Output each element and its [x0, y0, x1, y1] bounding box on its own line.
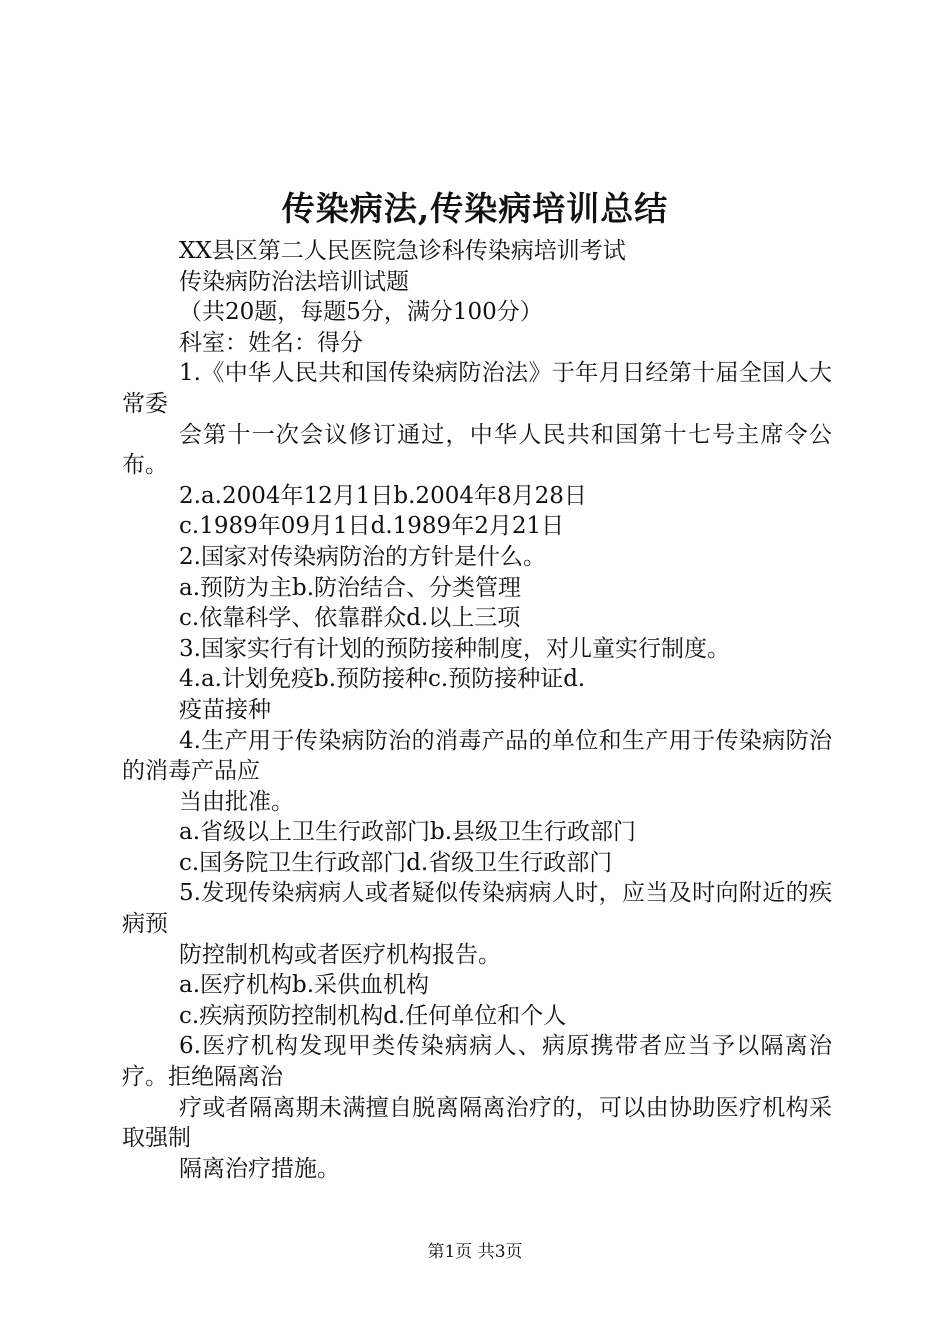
paragraph-3: （共20题，每题5分，满分100分） — [179, 299, 543, 326]
paragraph-18: c.国务院卫生行政部门d.省级卫生行政部门 — [179, 849, 613, 876]
paragraph-21: a.医疗机构b.采供血机构 — [179, 972, 430, 999]
document-title: 传染病法,传染病培训总结 — [281, 189, 669, 228]
document-body — [122, 236, 832, 1184]
page-footer: 第1页 共3页 — [427, 1242, 523, 1262]
paragraph-6: 会第十一次会议修订通过，中华人民共和国第十七号主席令公布。 — [122, 421, 832, 479]
paragraph-2: 传染病防治法培训试题 — [179, 268, 409, 295]
paragraph-9: 2.国家对传染病防治的方针是什么。 — [179, 543, 546, 570]
paragraph-19: 5.发现传染病病人或者疑似传染病病人时，应当及时向附近的疾病预 — [122, 880, 832, 938]
paragraph-7: 2.a.2004年12月1日b.2004年8月28日 — [179, 482, 587, 509]
paragraph-1: XX县区第二人民医院急诊科传染病培训考试 — [179, 238, 626, 264]
paragraph-17: a.省级以上卫生行政部门b.县级卫生行政部门 — [179, 819, 637, 846]
paragraph-12: 3.国家实行有计划的预防接种制度，对儿童实行制度。 — [179, 635, 730, 662]
paragraph-10: a.预防为主b.防治结合、分类管理 — [179, 574, 522, 601]
paragraph-25: 隔离治疗措施。 — [179, 1155, 340, 1182]
paragraph-16: 当由批准。 — [179, 788, 294, 815]
paragraph-11: c.依靠科学、依靠群众d.以上三项 — [179, 605, 521, 632]
paragraph-20: 防控制机构或者医疗机构报告。 — [179, 941, 501, 968]
paragraph-24: 疗或者隔离期未满擅自脱离隔离治疗的，可以由协助医疗机构采取强制 — [122, 1094, 832, 1152]
paragraph-5: 1.《中华人民共和国传染病防治法》于年月日经第十届全国人大常委 — [122, 360, 832, 417]
paragraph-13: 4.a.计划免疫b.预防接种c.预防接种证d. — [179, 666, 586, 693]
paragraph-14: 疫苗接种 — [179, 696, 271, 723]
paragraph-4: 科室：姓名：得分 — [179, 329, 363, 356]
paragraph-15: 4.生产用于传染病防治的消毒产品的单位和生产用于传染病防治的消毒产品应 — [122, 727, 832, 785]
paragraph-23: 6.医疗机构发现甲类传染病病人、病原携带者应当予以隔离治疗。拒绝隔离治 — [122, 1033, 832, 1091]
paragraph-22: c.疾病预防控制机构d.任何单位和个人 — [179, 1002, 567, 1029]
paragraph-8: c.1989年09月1日d.1989年2月21日 — [179, 513, 565, 540]
